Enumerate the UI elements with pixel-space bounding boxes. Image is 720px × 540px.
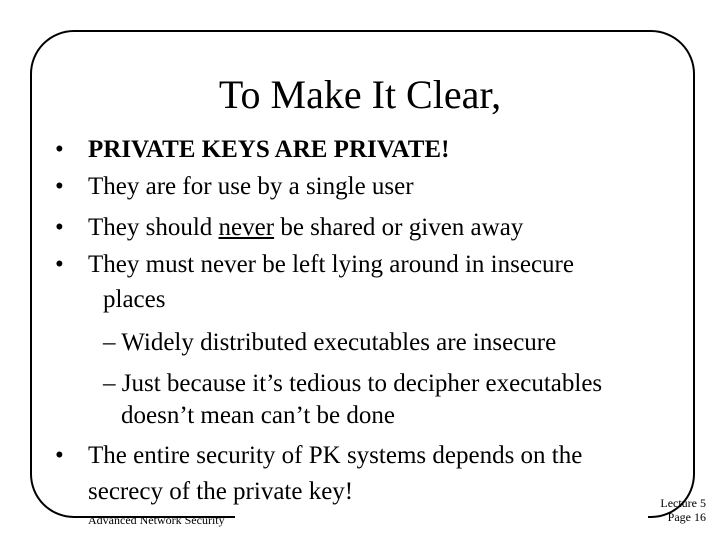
bullet-2: They are for use by a single user [88, 173, 414, 200]
bullet-marker: • [55, 442, 64, 469]
bullet-4-line-1: They must never be left lying around in insecure [88, 251, 574, 278]
subbullet-1: – Widely distributed executables are insecure [103, 329, 557, 356]
bullet-4-line-2: places [103, 286, 166, 313]
bullet-marker: • [55, 214, 64, 241]
bullet-3-emphasis: never [218, 214, 275, 241]
footer-lecture-page [660, 496, 706, 524]
footer-course: Advanced Network Security [88, 513, 225, 527]
bullet-3 [88, 213, 523, 243]
footer-lecture: Lecture 5 [660, 496, 706, 510]
bullet-marker: • [55, 173, 64, 200]
bullet-marker: • [55, 251, 64, 278]
bullet-3-suffix: be shared or given away [274, 214, 524, 241]
bullet-5-line-1: The entire security of PK systems depends on the [88, 442, 583, 469]
bullet-3-prefix: They should [88, 214, 219, 241]
bullet-1: PRIVATE KEYS ARE PRIVATE! [88, 136, 450, 163]
subbullet-2-line-1: – Just because it’s tedious to decipher executables [103, 370, 603, 397]
subbullet-2-line-2: doesn’t mean can’t be done [121, 402, 395, 429]
bullet-marker: • [55, 136, 64, 163]
bullet-5-line-2: secrecy of the private key! [88, 478, 354, 505]
footer-page: Page 16 [667, 510, 706, 524]
slide-title: To Make It Clear, [218, 72, 502, 117]
